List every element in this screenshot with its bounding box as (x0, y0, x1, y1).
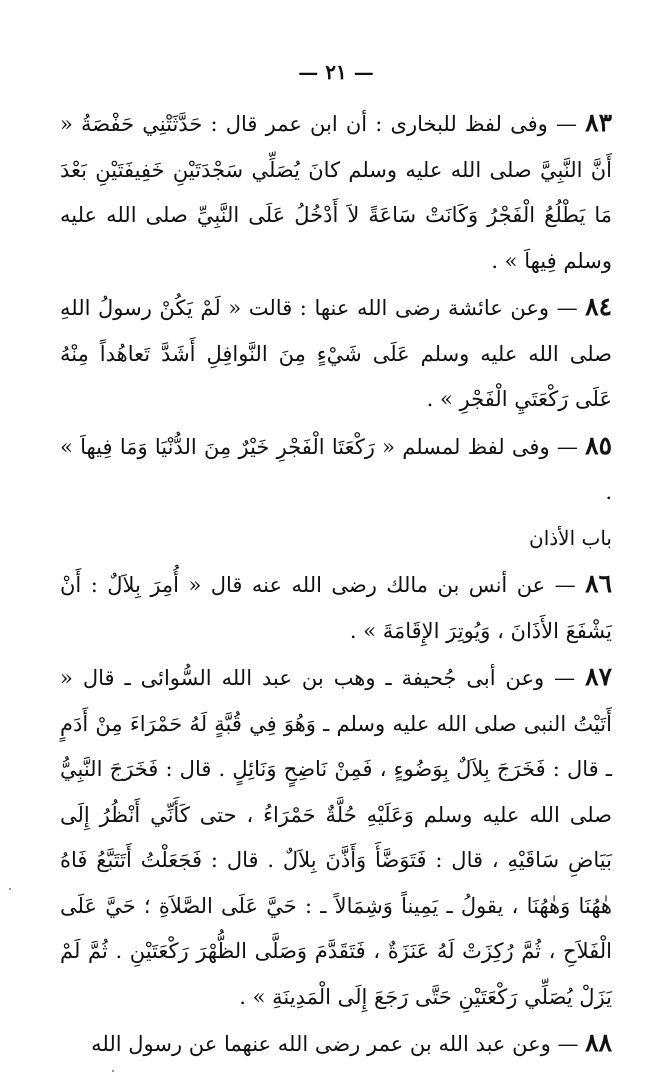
hadith-87 (60, 654, 612, 1020)
hadith-text: — وعن عائشة رضى الله عنها : قالت « لَمْ يَكُنْ رسولُ اللهِ صلى الله عليه وسلم عَلَى شَيْءٍ مِنَ النَّوافِلِ أَشَدَّ تَعاهُداً مِنْهُ عَلَى رَكْعَتَيِ الْفَجْرِ » . (60, 296, 612, 411)
hadith-text: — وعن عبد الله بن عمر رضى الله عنهما عن رسول الله (91, 1032, 586, 1056)
hadith-text: — عن أنس بن مالك رضى الله عنه قال « أُمِرَ بِلاَلٌ : أَنْ يَشْفَعَ الأَذَانَ ، وَيُوتِرَ الإِقَامَةَ » . (60, 573, 612, 643)
hadith-number: ٨٣ (585, 108, 612, 137)
hadith-86 (60, 561, 612, 654)
hadith-text: — وعن أبى جُحيفة ـ وهب بن عبد الله السُّوائى ـ قال « أَتَيْتُ النبى صلى الله عليه وسلم ـ وَهُوَ فِي قُبَّةٍ لَهُ حَمْرَاءَ مِنْ أَدَمٍ ـ قال : فَخَرَجَ بِلاَلٌ بِوَضُوءٍ ، فَمِنْ نَاضِحٍ وَنَائِلٍ . قال : فَخَرَجَ النَّبِيُّ صلى الله عليه وسلم وَعَلَيْهِ حُلَّةٌ حَمْرَاءُ ، حتى كَأَنِّي أَنْظُرُ إِلَى بَيَاضِ سَاقَيْهِ ، قال : فَتَوَضَّأَ وَأَذَّنَ بِلاَلٌ . قال : فَجَعَلْتُ أَتَتَبَّعُ فَاهُ هٰهُنَا وَهٰهُنَا ، يقولُ ـ يَمِيناً وَشِمَالاً ـ : حَيَّ عَلَى الصَّلاَةِ ؛ حَيَّ عَلَى الْفَلاَحِ ، ثُمَّ رُكِزَتْ لَهُ عَنَزَةٌ ، فَتَقَدَّمَ وَصَلَّى الظُّهْرَ رَكْعَتَيْنِ . ثُمَّ لَمْ يَزَلْ يُصَلِّي رَكْعَتَيْنِ حَتَّى رَجَعَ إِلَى الْمَدِينَةِ » . (60, 666, 612, 1009)
paper-speck (9, 888, 11, 890)
hadith-number: ٨٥ (585, 430, 612, 460)
page-body (60, 100, 612, 1068)
section-heading: باب الأذان (529, 525, 612, 550)
hadith-84 (60, 284, 612, 423)
hadith-number: ٨٧ (585, 662, 612, 691)
hadith-number: ٨٤ (585, 292, 612, 321)
hadith-number: ٨٨ (585, 1028, 612, 1057)
hadith-number: ٨٦ (585, 569, 612, 598)
paper-speck (112, 1070, 114, 1072)
hadith-83 (60, 100, 612, 284)
hadith-text: — وفى لفظ لمسلم « رَكْعَتَا الْفَجْرِ خَيْرٌ مِنَ الدُّنْيَا وَمَا فِيهاَ » . (60, 434, 612, 504)
hadith-85 (60, 423, 612, 516)
hadith-88 (60, 1020, 612, 1068)
hadith-text: — وفى لفظ للبخارى : أن ابن عمر قال : حَدَّثَتْنِي حَفْصَةُ « أَنَّ النَّبِيَّ صلى الله عليه وسلم كانَ يُصَلِّي سَجْدَتَيْنِ خَفِيفَتَيْنِ بَعْدَ مَا يَطْلُعُ الْفَجْرُ وَكَانَتْ سَاعَةً لاَ أَدْخُلُ عَلَى النَّبِيِّ صلى الله عليه وسلم فِيهاَ » . (60, 112, 612, 273)
page-number: — ٢١ — (298, 60, 374, 84)
